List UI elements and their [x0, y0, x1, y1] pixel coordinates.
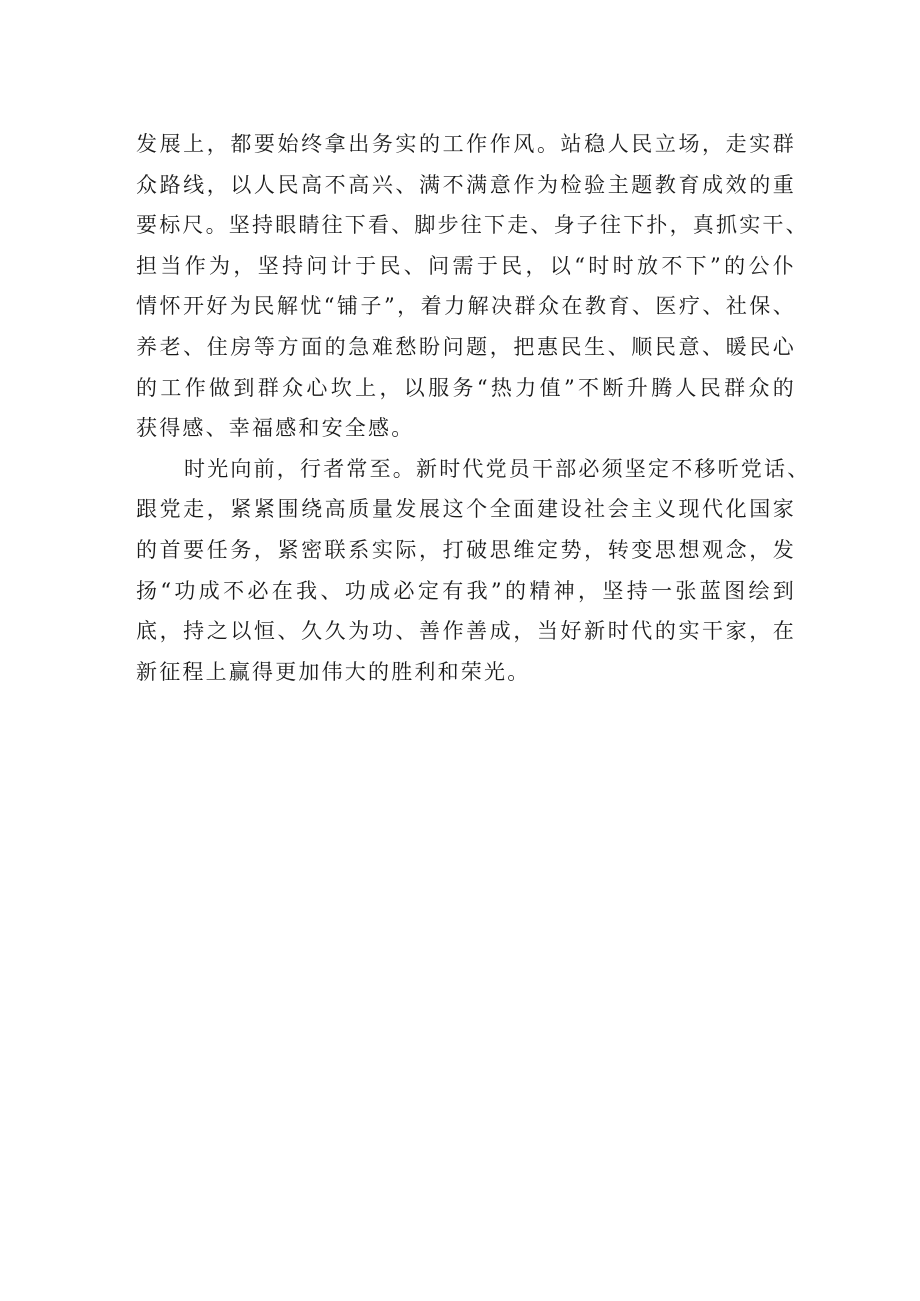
document-body: [136, 124, 811, 692]
paragraph-line: 跟党走，紧紧围绕高质量发展这个全面建设社会主义现代化国家: [136, 497, 796, 522]
paragraph-line: 的工作做到群众心坎上，以服务“热力值”不断升腾人民群众的: [136, 375, 796, 400]
paragraph-line: 底，持之以恒、久久为功、善作善成，当好新时代的实干家，在: [136, 619, 796, 644]
paragraph-line: 时光向前，行者常至。新时代党员干部必须坚定不移听党话、: [184, 456, 811, 481]
paragraph-line: 养老、住房等方面的急难愁盼问题，把惠民生、顺民意、暖民心: [136, 334, 796, 359]
paragraph-1: [136, 124, 809, 449]
paragraph-line: 发展上，都要始终拿出务实的工作作风。站稳人民立场，走实群: [136, 132, 796, 156]
paragraph-line: 担当作为，坚持问计于民、问需于民，以“时时放不下”的公仆: [136, 253, 796, 278]
paragraph-line: 新征程上赢得更加伟大的胜利和荣光。: [136, 659, 531, 684]
paragraph-line: 扬“功成不必在我、功成必定有我”的精神，坚持一张蓝图绘到: [136, 578, 796, 603]
paragraph-line: 众路线，以人民高不高兴、满不满意作为检验主题教育成效的重: [136, 172, 796, 197]
paragraph-line: 要标尺。坚持眼睛往下看、脚步往下走、身子往下扑，真抓实干、: [136, 213, 809, 238]
paragraph-2: [136, 449, 811, 693]
paragraph-line: 情怀开好为民解忧“铺子”，着力解决群众在教育、医疗、社保、: [136, 294, 796, 319]
paragraph-line: 的首要任务，紧密联系实际，打破思维定势，转变思想观念，发: [136, 537, 796, 562]
paragraph-line: 获得感、幸福感和安全感。: [136, 416, 415, 441]
